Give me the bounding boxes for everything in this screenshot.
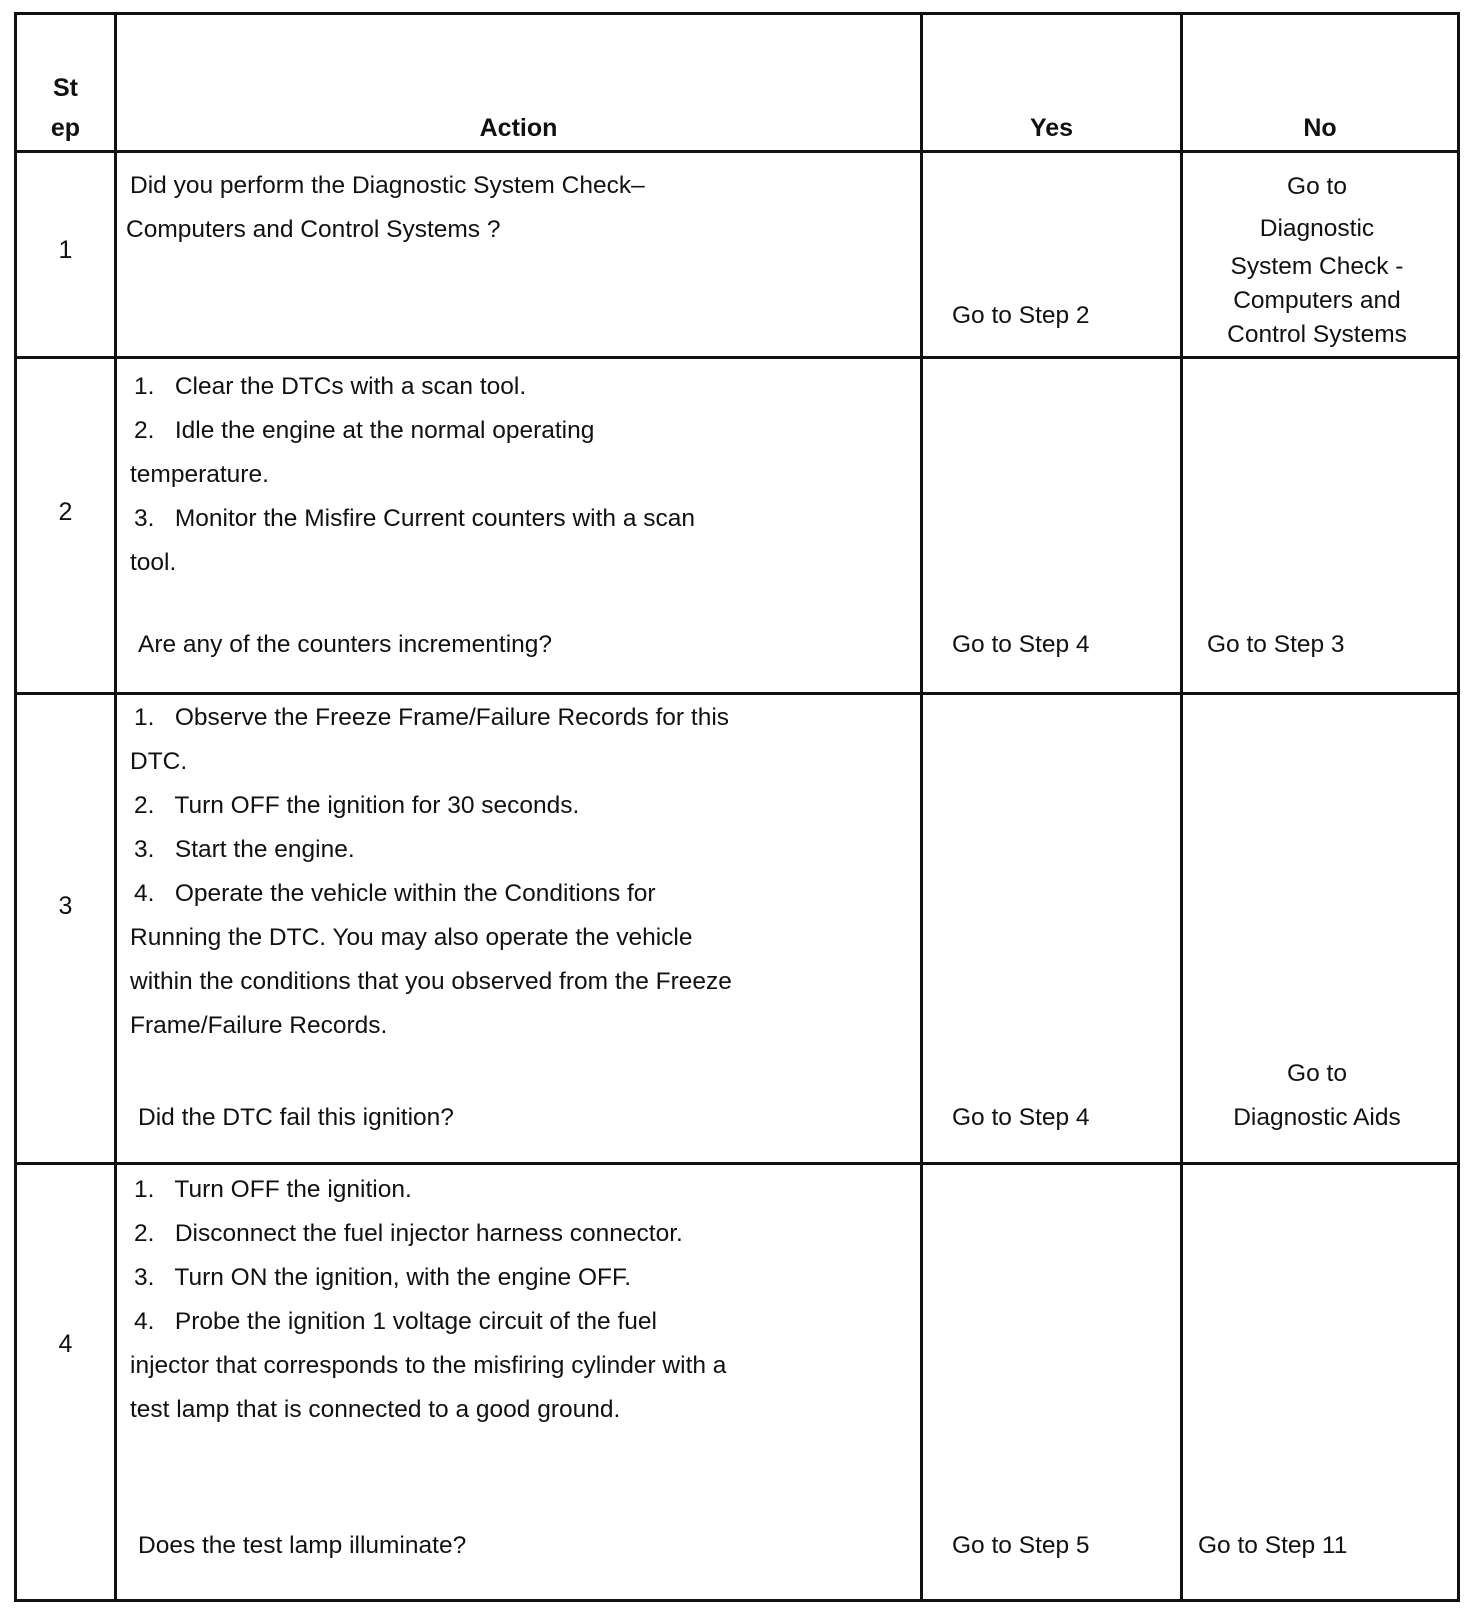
- row-divider-3: [14, 1162, 1460, 1165]
- row-divider-2: [14, 692, 1460, 695]
- action-cell: [126, 164, 910, 252]
- no-cell: Go to Step 11: [1198, 1532, 1348, 1559]
- header-no: No: [1303, 114, 1337, 142]
- header-action: Action: [479, 114, 558, 142]
- no-cell: [1183, 166, 1451, 352]
- no-line: Diagnostic: [1259, 215, 1375, 242]
- no-line: Go to: [1287, 1060, 1347, 1087]
- border-top: [14, 12, 1460, 15]
- action-line: Running the DTC. You may also operate the vehicle: [130, 924, 693, 951]
- action-line: tool.: [130, 549, 177, 576]
- no-line: Go to: [1287, 173, 1347, 200]
- no-line: System Check -: [1230, 253, 1404, 280]
- border-right: [1457, 12, 1460, 1602]
- yes-cell: Go to Step 5: [952, 1532, 1090, 1559]
- yes-cell: Go to Step 2: [952, 302, 1090, 329]
- action-line: 2. Turn OFF the ignition for 30 seconds.: [134, 792, 580, 819]
- no-line: Control Systems: [1227, 321, 1407, 348]
- action-line: 3. Monitor the Misfire Current counters with a scan: [134, 505, 695, 532]
- action-line: test lamp that is connected to a good ground.: [130, 1396, 621, 1423]
- step-number: 2: [58, 498, 73, 526]
- action-cell: [130, 1168, 910, 1432]
- step-number: 4: [58, 1330, 73, 1358]
- yes-cell: Go to Step 4: [952, 1104, 1090, 1131]
- no-line: Computers and: [1233, 287, 1401, 314]
- header-step-line2: ep: [50, 114, 81, 142]
- action-cell: [130, 365, 910, 585]
- action-line: Frame/Failure Records.: [130, 1012, 388, 1039]
- row-divider-header: [14, 150, 1460, 153]
- action-line: Did you perform the Diagnostic System Check–: [130, 172, 645, 199]
- question: Does the test lamp illuminate?: [138, 1532, 467, 1559]
- question: Are any of the counters incrementing?: [138, 631, 553, 658]
- action-line: 1. Observe the Freeze Frame/Failure Records for this: [134, 704, 730, 731]
- action-line: within the conditions that you observed from the Freeze: [130, 968, 732, 995]
- no-cell: [1183, 1052, 1451, 1140]
- step-number: 1: [58, 236, 73, 264]
- col-divider-step: [114, 12, 117, 1602]
- no-cell: Go to Step 3: [1207, 631, 1345, 658]
- diagnostic-table: [14, 12, 1460, 1602]
- action-line: 4. Probe the ignition 1 voltage circuit of the fuel: [134, 1308, 657, 1335]
- border-bottom: [14, 1599, 1460, 1602]
- action-line: 2. Idle the engine at the normal operating: [134, 417, 595, 444]
- action-line: 1. Turn OFF the ignition.: [134, 1176, 412, 1203]
- action-line: DTC.: [130, 748, 188, 775]
- action-line: temperature.: [130, 461, 269, 488]
- step-number: 3: [58, 892, 73, 920]
- header-step-line1: St: [53, 74, 78, 102]
- header-yes: Yes: [1029, 114, 1074, 142]
- row-divider-1: [14, 356, 1460, 359]
- action-line: injector that corresponds to the misfiring cylinder with a: [130, 1352, 727, 1379]
- action-cell: [130, 696, 910, 1048]
- action-line: 4. Operate the vehicle within the Conditions for: [134, 880, 656, 907]
- no-line: Diagnostic Aids: [1233, 1104, 1401, 1131]
- yes-cell: Go to Step 4: [952, 631, 1090, 658]
- action-line: Computers and Control Systems ?: [126, 216, 501, 243]
- action-line: 3. Turn ON the ignition, with the engine OFF.: [134, 1264, 632, 1291]
- action-line: 2. Disconnect the fuel injector harness connector.: [134, 1220, 683, 1247]
- header-step: [17, 68, 114, 148]
- col-divider-action: [920, 12, 923, 1602]
- action-line: 1. Clear the DTCs with a scan tool.: [134, 373, 527, 400]
- question: Did the DTC fail this ignition?: [138, 1104, 454, 1131]
- action-line: 3. Start the engine.: [134, 836, 355, 863]
